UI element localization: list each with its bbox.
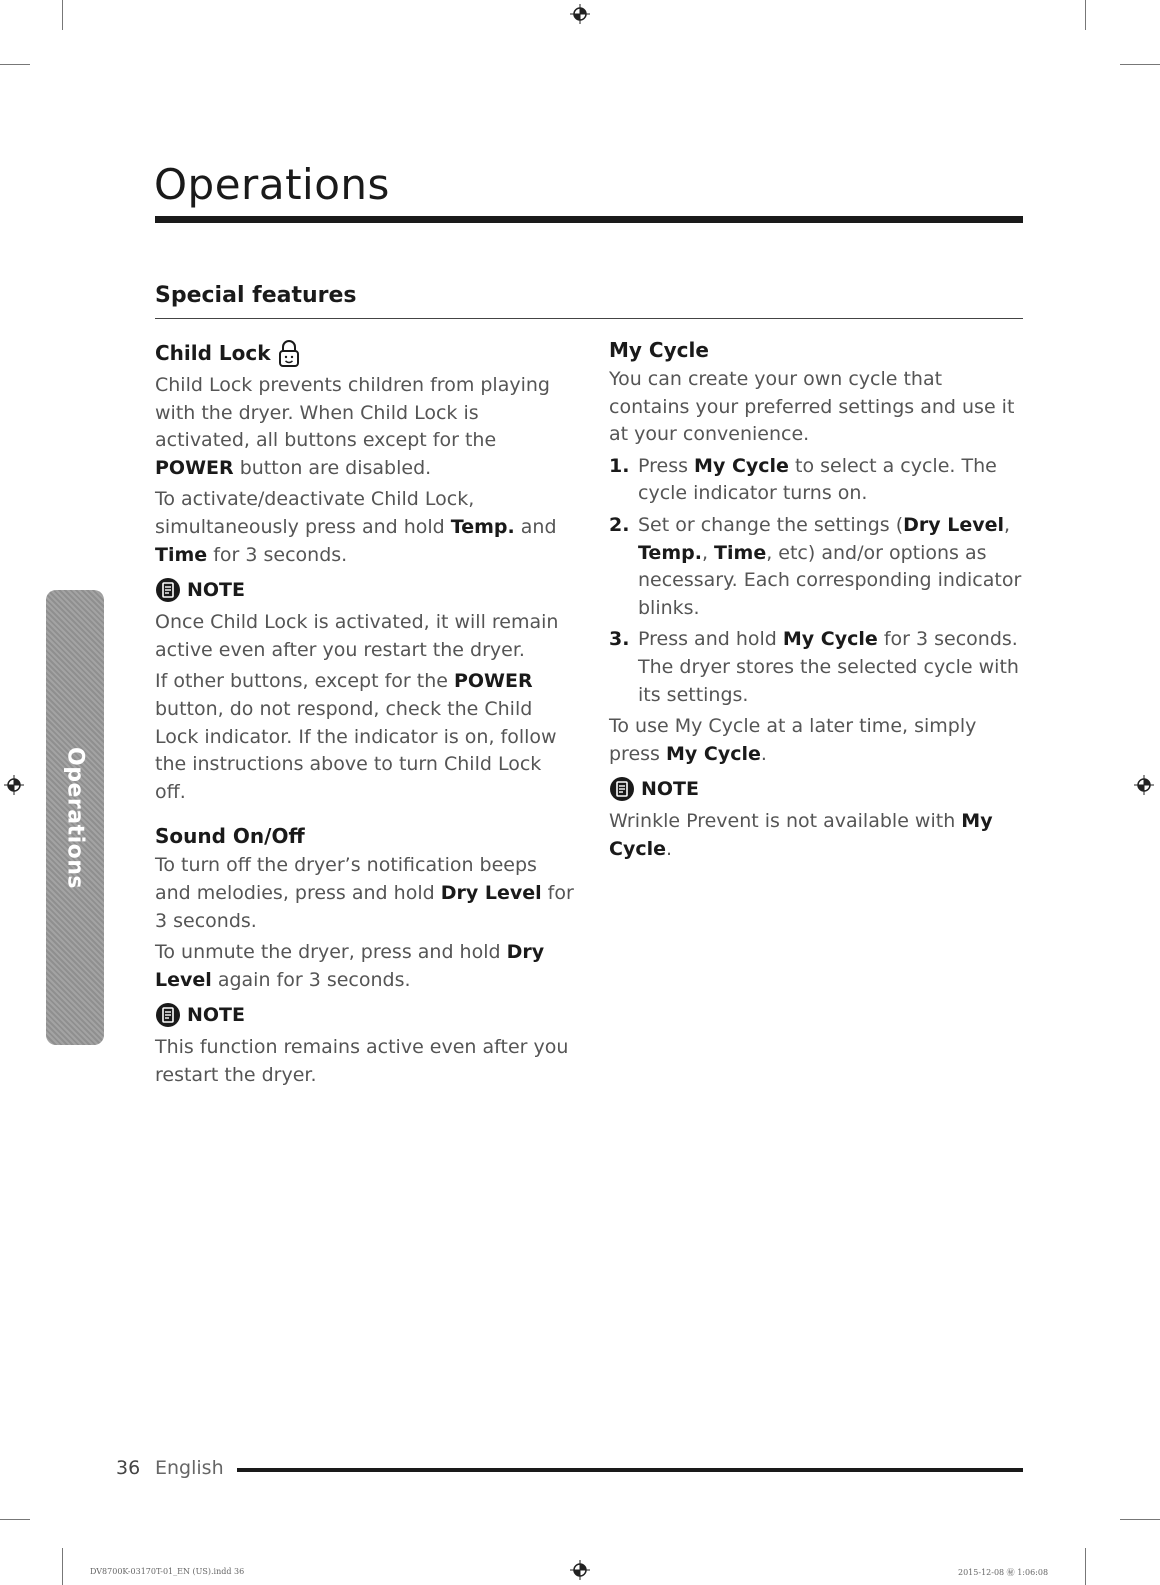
crop-mark-top-left <box>62 0 63 30</box>
child-lock-note-header <box>155 575 575 605</box>
note-icon <box>609 776 635 802</box>
registration-mark-icon <box>4 775 24 795</box>
registration-mark-icon <box>1134 775 1154 795</box>
note-label: NOTE <box>641 778 699 801</box>
page-number: 36 <box>116 1457 141 1479</box>
my-cycle-heading: My Cycle <box>609 338 709 362</box>
print-file-info: DV8700K-03170T-01_EN (US).indd 36 <box>90 1567 245 1576</box>
registration-mark-icon <box>570 4 590 24</box>
child-lock-heading-text: Child Lock <box>155 341 271 365</box>
footer-language: English <box>155 1457 224 1479</box>
note-icon <box>155 577 181 603</box>
sound-off-description: To turn off the dryer’s notification beeps and melodies, press and hold Dry Level for 3 seconds. <box>155 854 574 932</box>
child-lock-description: Child Lock prevents children from playing with the dryer. When Child Lock is activated, all buttons except for the POWER button are disabled. <box>155 374 550 479</box>
my-cycle-outro: To use My Cycle at a later time, simply press My Cycle. <box>609 715 977 765</box>
crop-mark-left-top <box>0 64 30 65</box>
note-label: NOTE <box>187 579 245 602</box>
right-column <box>609 338 1027 868</box>
list-item: 3. Press and hold My Cycle for 3 seconds. The dryer stores the selected cycle with its settings. <box>609 628 1019 706</box>
my-cycle-note: Wrinkle Prevent is not available with My Cycle. <box>609 810 993 860</box>
sound-heading: Sound On/Off <box>155 824 305 849</box>
sound-on-description: To unmute the dryer, press and hold Dry Level again for 3 seconds. <box>155 941 545 991</box>
my-cycle-note-header <box>609 774 1027 804</box>
note-label: NOTE <box>187 1004 245 1027</box>
list-item: 2. Set or change the settings (Dry Level, Temp., Time, etc) and/or options as necessary. Each corresponding indicator blinks. <box>609 513 1022 619</box>
section-title: Special features <box>155 283 357 308</box>
list-item: 1. Press My Cycle to select a cycle. The cycle indicator turns on. <box>609 454 997 505</box>
page-title: Operations <box>154 160 390 209</box>
temp-button-ref: Temp. <box>450 515 515 538</box>
child-lock-note-2: If other buttons, except for the POWER button, do not respond, check the Child Lock indicator. If the indicator is on, follow the instructions above to turn Child Lock off. <box>155 670 557 803</box>
crop-mark-right-top <box>1120 64 1160 65</box>
left-column <box>155 338 575 1093</box>
my-cycle-intro: You can create your own cycle that contains your preferred settings and use it at your convenience. <box>609 368 1015 446</box>
crop-mark-top-right <box>1085 0 1086 30</box>
crop-mark-bottom-right <box>1085 1548 1086 1585</box>
crop-mark-bottom-left <box>62 1548 63 1585</box>
crop-mark-left-bottom <box>0 1519 30 1520</box>
title-underline <box>155 216 1023 223</box>
print-date-info: 2015-12-08 ㊙ 1:06:08 <box>958 1568 1049 1577</box>
my-cycle-steps <box>609 453 1027 709</box>
registration-mark-icon <box>570 1560 590 1580</box>
side-tab-label: Operations <box>62 746 88 889</box>
section-divider <box>155 318 1023 319</box>
time-button-ref: Time <box>155 543 208 566</box>
crop-mark-right-bottom <box>1120 1519 1160 1520</box>
sound-note: This function remains active even after you restart the dryer. <box>155 1036 569 1086</box>
child-lock-note-1: Once Child Lock is activated, it will remain active even after you restart the dryer. <box>155 611 559 661</box>
note-icon <box>155 1002 181 1028</box>
dry-level-button-ref: Dry Level <box>440 881 542 904</box>
power-button-ref: POWER <box>155 456 234 479</box>
side-tab <box>46 590 104 1045</box>
footer-divider <box>237 1468 1023 1472</box>
sound-note-header <box>155 1000 575 1030</box>
child-lock-icon <box>277 338 301 368</box>
child-lock-activation: To activate/deactivate Child Lock, simultaneously press and hold Temp. and Time for 3 seconds. <box>155 488 557 566</box>
child-lock-heading <box>155 338 575 368</box>
